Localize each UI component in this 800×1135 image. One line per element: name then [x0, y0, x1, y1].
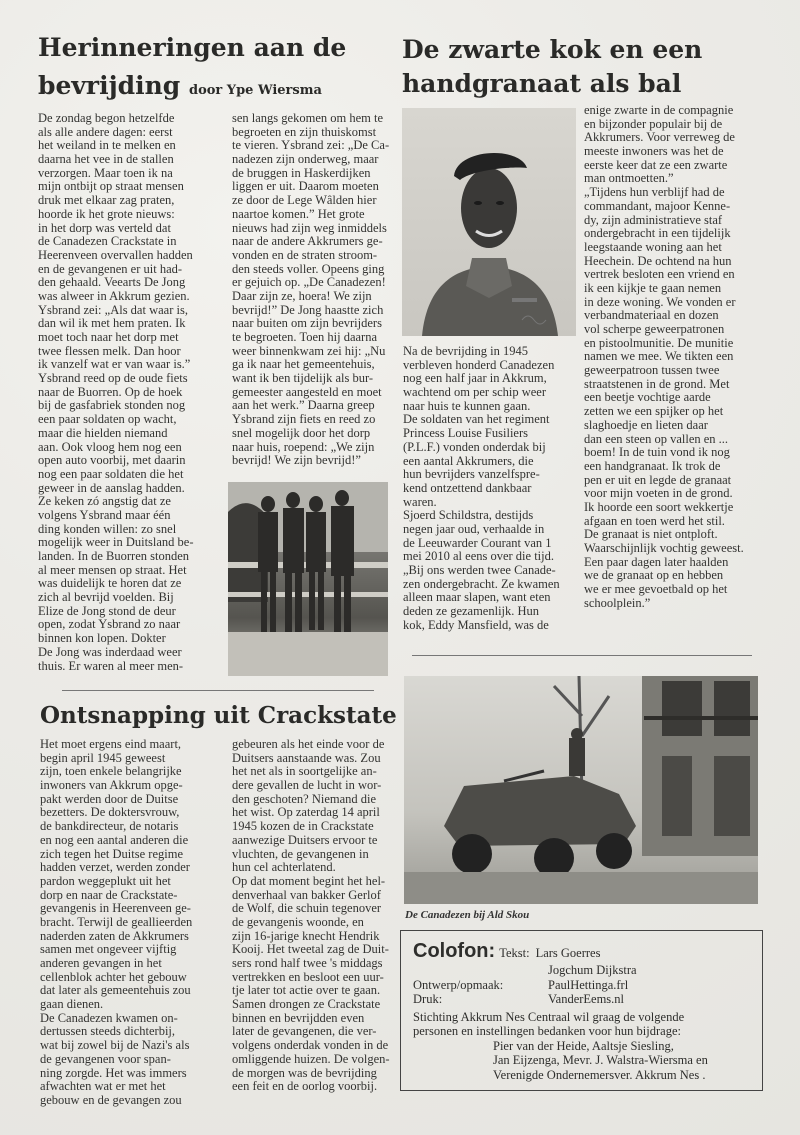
text-line: vertrek besloten een vriend en — [584, 267, 735, 282]
text-line: het wist. Op zaterdag 14 april — [232, 805, 380, 820]
text-line: ning zorgde. Het was immers — [40, 1065, 187, 1080]
text-line: waren. — [403, 494, 437, 509]
text-line: te vieren. Ysbrand zei: „De Ca- — [232, 138, 390, 153]
text-line: begin april 1945 geweest — [40, 750, 166, 765]
text-line: ze door de Lege Wâlden hier — [232, 193, 377, 208]
article1-column2 — [232, 112, 389, 468]
text-line: open, zodat Ysbrand zo naar — [38, 617, 181, 632]
text-line: hadden verzet, werden zonder — [40, 860, 190, 875]
text-line: deden ze gezamenlijk. Hun — [403, 604, 540, 619]
text-line: afgaan en toen werd het stil. — [584, 513, 725, 528]
text-line: vertrekken en besloot een uur- — [232, 969, 384, 984]
text-line: Elize de Jong stond de deur — [38, 603, 176, 618]
article1-title-line2: bevrijding — [38, 71, 181, 100]
text-line: Ysbrand zei: „Als dat waar is, — [38, 302, 188, 317]
text-line: bij de gasfabriek stonden nog — [38, 398, 186, 413]
text-line: hoorde ik het grote nieuws: — [38, 206, 175, 221]
text-line: 1945 kozen de in Crackstate — [232, 819, 374, 834]
text-line: de Canadezen Crackstate in — [38, 234, 177, 249]
text-line: kok, Eddy Mansfield, was de — [403, 617, 549, 632]
colofon-druk-value[interactable]: VanderEems.nl — [548, 992, 625, 1006]
text-line: ik een kijkje te gaan nemen — [584, 280, 722, 295]
text-line: Heerenveen overvallen hadden — [38, 247, 193, 262]
text-line: een aantal Akkrumers, die — [403, 453, 534, 468]
text-line: naar huis, roepend: „We zijn — [232, 439, 375, 454]
article1-title — [38, 70, 322, 107]
text-line: gevangenis in Heerenveen ge- — [40, 901, 191, 916]
text-line: slaghoedje en lieten daar — [584, 417, 708, 432]
text-line: naartoe komen.” Het grote — [232, 206, 365, 221]
text-line: een beetje vochtige aarde — [584, 390, 711, 405]
text-line: zich al bevrijd voelden. Bij — [38, 590, 174, 605]
text-line: bezetters. De doktersvrouw, — [40, 805, 180, 820]
text-line: Duitsers aanstaande was. Zou — [232, 750, 381, 765]
text-line: maar die hielden niemand — [38, 425, 168, 440]
text-line: de bruggen in Haskerdijken — [232, 165, 371, 180]
text-line: samen met ongeveer vijftig — [40, 942, 177, 957]
text-line: de gevangenen voor span- — [40, 1051, 171, 1066]
text-line: denverhaal van bakker Gerlof — [232, 887, 381, 902]
text-line: twee flessen melk. Dan hoor — [38, 343, 181, 358]
text-line: moet toch naar het dorp met — [38, 330, 179, 344]
text-line: Heechein. De ochtend na hun — [584, 253, 732, 268]
text-line: den gehaald. Veearts De Jong — [38, 275, 186, 290]
text-line: Ysbrand zijn fiets en reed zo — [232, 412, 376, 427]
text-line: mijn ontbijt op straat mensen — [38, 179, 184, 194]
text-line: was duidelijk te horen dat ze — [38, 576, 182, 591]
text-line: inwoners van Akkrum opge- — [40, 778, 183, 793]
text-line: daarna het vee in de stallen — [38, 152, 174, 167]
text-line: gebouw en de gevangen zou — [40, 1092, 182, 1107]
text-line: De granaat is niet ontploft. — [584, 527, 718, 542]
text-line: aan het werk.” Daarna greep — [232, 398, 375, 413]
article2-title-line1: De zwarte kok en een — [402, 35, 703, 64]
text-line: want ik ben tijdelijk als bur- — [232, 371, 374, 386]
colofon-names-line: Pier van der Heide, Aaltsje Siesling, — [493, 1038, 674, 1053]
text-line: bevrijd! We zijn bevrijd!” — [232, 453, 361, 468]
text-line: een paar soldaten op wacht, — [38, 412, 177, 427]
text-line: naar de andere Akkrumers ge- — [232, 234, 383, 249]
text-line: gaan dienen. — [40, 997, 104, 1012]
text-line: omliggende huizen. De volgen- — [232, 1051, 390, 1066]
text-line: snel mogelijk door het dorp — [232, 425, 371, 440]
colofon-title: Colofon: — [413, 940, 496, 962]
text-line: druk met elkaar zag praten, — [38, 193, 175, 208]
text-line: De zondag begon hetzelfde — [38, 111, 175, 125]
text-line: pakt werden door de Duitse — [40, 791, 179, 806]
text-line: Samen drongen ze Crackstate — [232, 997, 381, 1012]
divider-rule — [62, 690, 374, 691]
text-line: later de gevangenen, die ver- — [232, 1024, 377, 1039]
text-line: verzorgen. Maar toen ik na — [38, 165, 173, 180]
text-line: en nog een aantal anderen die — [40, 832, 189, 847]
colofon-box — [400, 930, 763, 1091]
text-line: den steeds voller. Opeens ging — [232, 261, 385, 276]
text-line: een feit en de oorlog voorbij. — [232, 1079, 378, 1094]
text-line: dan wil ik met hem praten. Ik — [38, 316, 186, 331]
colofon-thanks-line: personen en instellingen bedanken voor hun bijdrage: — [413, 1024, 681, 1038]
text-line: Akkrumers. Voor verreweg de — [584, 130, 735, 145]
text-line: nadezen zijn onderweg, maar — [232, 152, 379, 167]
text-line: cellenblok achter het gebouw — [40, 969, 187, 984]
text-line: sers rond half twee 's middags — [232, 956, 383, 970]
photo-caption: De Canadezen bij Ald Skou — [405, 909, 530, 921]
text-line: den geschoten? Niemand die — [232, 791, 377, 806]
text-line: vluchten, de gevangenen in — [232, 846, 369, 861]
text-line: Waarschijnlijk vochtig geweest. — [584, 541, 744, 555]
text-line: zijn 16-jarige knecht Hendrik — [232, 928, 380, 943]
text-line: Daar zijn ze, hoera! We zijn — [232, 288, 372, 303]
text-line: straatstenen in de grond. Met — [584, 376, 730, 391]
text-line: nieuws had zijn weg inmiddels — [232, 220, 387, 235]
text-line: boem! In de tuin vond ik nog — [584, 445, 730, 460]
text-line: hun bevrijders vanzelfspre- — [403, 467, 540, 482]
text-line: Een paar dagen later haalden — [584, 554, 729, 569]
text-line: tje later tot actie over te gaan. — [232, 983, 381, 998]
text-line: De Jong was inderdaad weer — [38, 644, 182, 659]
text-line: leegstaande woning aan het — [584, 239, 722, 254]
text-line: dertussen steeds dichterbij, — [40, 1024, 176, 1039]
text-line: Ik hoorde een soort wekkertje — [584, 499, 734, 514]
text-line: Op dat moment begint het hel- — [232, 873, 386, 888]
text-line: dorp en naar de Crackstate- — [40, 887, 178, 902]
text-line: de bankdirecteur, de notaris — [40, 819, 179, 834]
article3-column2 — [232, 738, 390, 1094]
text-line: nog een paar soldaten die het — [38, 466, 184, 481]
text-line: enige zwarte in de compagnie — [584, 103, 734, 117]
text-line: dere gevallen de lucht in wor- — [232, 778, 382, 793]
text-line: we de granaat op en hebben — [584, 568, 724, 583]
text-line: negen jaar oud, verhaalde in — [403, 521, 545, 536]
text-line: wachtend om per schip weer — [403, 385, 546, 400]
text-line: dy, zijn administratieve staf — [584, 212, 723, 227]
text-line: ondergebracht in een tijdelijk — [584, 226, 731, 241]
text-line: al meer mensen op straat. Het — [38, 562, 187, 577]
text-line: zetten we een spijker op het — [584, 404, 724, 419]
text-line: verbleven honderd Canadezen — [403, 357, 555, 372]
text-line: vonden en de straten stroom- — [232, 247, 378, 262]
text-line: pen er uit en legde de granaat — [584, 472, 732, 487]
text-line: en de gevangenen er uit had- — [38, 261, 183, 276]
text-line: afwachten wat er met het — [40, 1079, 166, 1094]
text-line: thuis. Er waren al meer men- — [38, 658, 184, 673]
article1-column1 — [38, 112, 194, 673]
text-line: nog een half jaar in Akkrum, — [403, 371, 547, 386]
text-line: verbandmateriaal en dozen — [584, 308, 719, 323]
article2-column2 — [584, 104, 744, 610]
text-line: binnen en bevrijdden even — [232, 1010, 365, 1025]
text-line: en bijzonder populair bij de — [584, 116, 723, 131]
text-line: bevrijd!” De Jong haastte zich — [232, 302, 384, 317]
text-line: sen langs gekomen om hem te — [232, 111, 384, 125]
text-line: in deze woning. We vonden er — [584, 294, 736, 309]
text-line: gebeuren als het einde voor de — [232, 737, 385, 751]
text-line: De soldaten van het regiment — [403, 412, 550, 427]
text-line: de Leeuwarder Courant van 1 — [403, 535, 552, 550]
text-line: dan een steen op vallen en ... — [584, 431, 729, 446]
text-line: geweerpatroon tussen twee — [584, 363, 720, 378]
text-line: hun cel achterlatend. — [232, 860, 336, 875]
text-line: open auto voorbij, met daarin — [38, 453, 186, 468]
text-line: er gejuich op. „De Canadezen! — [232, 275, 386, 290]
text-line: weer binnenkwam zei hij: „Nu — [232, 343, 386, 358]
text-line: Kooij. Het tweetal zag de Duit- — [232, 942, 389, 957]
text-line: aanwezige Duitsers ervoor te — [232, 832, 378, 847]
text-line: naar buiten om zijn bevrijders — [232, 316, 382, 331]
text-line: in het dorp was verteld dat — [38, 220, 171, 235]
text-line: gemeester aangesteld en moet — [232, 384, 382, 399]
text-line: man ontmoetten.” — [584, 171, 674, 186]
text-line: de morgen was de bevrijding — [232, 1065, 377, 1080]
text-line: ga ik naar het gemeentehuis, — [232, 357, 375, 372]
text-line: het net als in soortgelijke an- — [232, 764, 377, 779]
text-line: eerste keer dat ze een zwarte — [584, 157, 728, 172]
text-line: liggen er uit. Daarom moeten — [232, 179, 379, 194]
divider-rule — [412, 655, 752, 656]
text-line: anderen gevangen in het — [40, 956, 162, 970]
text-line: dat later als gemeentehuis zou — [40, 983, 191, 998]
text-line: begroeten en zijn thuiskomst — [232, 124, 377, 139]
text-line: ding konden willen: zo snel — [38, 521, 177, 536]
text-line: naderden zaten de Akkrumers — [40, 928, 189, 943]
article2-column1 — [403, 345, 560, 632]
text-line: Sjoerd Schildstra, destijds — [403, 508, 534, 523]
text-line: voor mijn voeten in de grond. — [584, 486, 733, 501]
text-line: Princess Louise Fusiliers — [403, 426, 528, 441]
text-line: geweer in de aanslag hadden. — [38, 480, 185, 495]
text-line: volgens Ysbrand maar één — [38, 507, 171, 522]
text-line: aan. Ook vloog hem nog een — [38, 439, 182, 454]
text-line: De Canadezen kwamen on- — [40, 1010, 178, 1025]
text-line: naar huis te kunnen gaan. — [403, 398, 531, 413]
text-line: zen ondergebracht. Ze kwamen — [403, 576, 560, 591]
text-line: volgens onderdak vonden in de — [232, 1038, 389, 1053]
colofon-ontwerp-value[interactable]: PaulHettinga.frl — [548, 977, 629, 992]
article1-byline: door Ype Wiersma — [188, 83, 322, 98]
text-line: commandant, majoor Kenne- — [584, 198, 731, 213]
text-line: „Tijdens hun verblijf had de — [584, 185, 725, 200]
text-line: Na de bevrijding in 1945 — [403, 344, 528, 358]
text-line: namen we mee. We tikten een — [584, 349, 734, 364]
text-line: pardon weggeplukt uit het — [40, 873, 171, 888]
text-line: vol scherpe geweerpatronen — [584, 322, 725, 336]
colofon-druk-label: Druk: — [413, 992, 443, 1006]
text-line: binnen kon lopen. Dokter — [38, 631, 166, 646]
colofon-tekst-name-2: Jogchum Dijkstra — [548, 963, 637, 977]
text-line: zich tegen het Duitse regime — [40, 846, 183, 861]
article2-title-line2: handgranaat als bal — [402, 69, 682, 98]
text-line: als alle andere dagen: eerst — [38, 124, 173, 139]
text-line: bracht. Terwijl de geallieerden — [40, 914, 193, 929]
text-line: Ze keken zó angstig dat ze — [38, 494, 171, 509]
colofon-names-line: Verenigde Ondernemersver. Akkrum Nes . — [493, 1067, 706, 1082]
article1-title-line1: Herinneringen aan de — [38, 33, 347, 62]
text-line: schoolplein.” — [584, 595, 651, 610]
article3-title: Ontsnapping uit Crackstate — [40, 702, 397, 729]
text-line: wat bij zowel bij de Nazi's als — [40, 1038, 190, 1053]
text-line: (P.L.F.) vonden onderdak bij — [403, 439, 546, 454]
text-line: een handgranaat. Ik trok de — [584, 458, 721, 473]
text-line: kend ontzettend dankbaar — [403, 480, 532, 495]
colofon-ontwerp-label: Ontwerp/opmaak: — [413, 977, 504, 992]
text-line: en pistoolmunitie. De munitie — [584, 335, 734, 350]
colofon-tekst-label: Tekst: — [499, 946, 530, 960]
text-line: was alweer in Akkrum gezien. — [38, 288, 190, 303]
text-line: landen. In de Buorren stonden — [38, 549, 190, 563]
text-line: de gevangenis woonde, en — [232, 914, 364, 929]
text-line: „Bij ons werden twee Canade- — [403, 563, 556, 577]
text-line: de Wolf, die schuin tegenover — [232, 901, 382, 916]
colofon-names-line: Jan Eijzenga, Mevr. J. Walstra-Wiersma en — [493, 1053, 708, 1067]
text-line: alleen maar slapen, want eten — [403, 590, 551, 605]
text-line: het weiland in te melken en — [38, 138, 176, 153]
photo-group-soldiers — [228, 482, 388, 676]
text-line: te begroeten. Toen hij daarna — [232, 330, 378, 344]
text-line: meeste inwoners was het de — [584, 144, 724, 159]
colofon-thanks-line: Stichting Akkrum Nes Centraal wil graag de volgende — [413, 1009, 685, 1024]
text-line: ik vanzelf wat er van waar is.” — [38, 357, 191, 372]
text-line: Ysbrand reed op de oude fiets — [38, 371, 188, 386]
text-line: naar de Buorren. Op de hoek — [38, 384, 183, 399]
colofon-tekst-name-1: Lars Goerres — [535, 946, 601, 960]
photo-canadians-armoured-car — [404, 676, 758, 904]
text-line: mogelijk weer in Duitsland be- — [38, 535, 194, 550]
text-line: Het moet ergens eind maart, — [40, 737, 182, 751]
text-line: zijn, toen enkele belangrijke — [40, 764, 182, 779]
photo-soldier-portrait — [402, 108, 576, 336]
text-line: we er mee gevoetbald op het — [584, 582, 728, 597]
text-line: mei 2010 al eens over die tijd. — [403, 549, 555, 564]
article3-column1 — [40, 738, 192, 1108]
